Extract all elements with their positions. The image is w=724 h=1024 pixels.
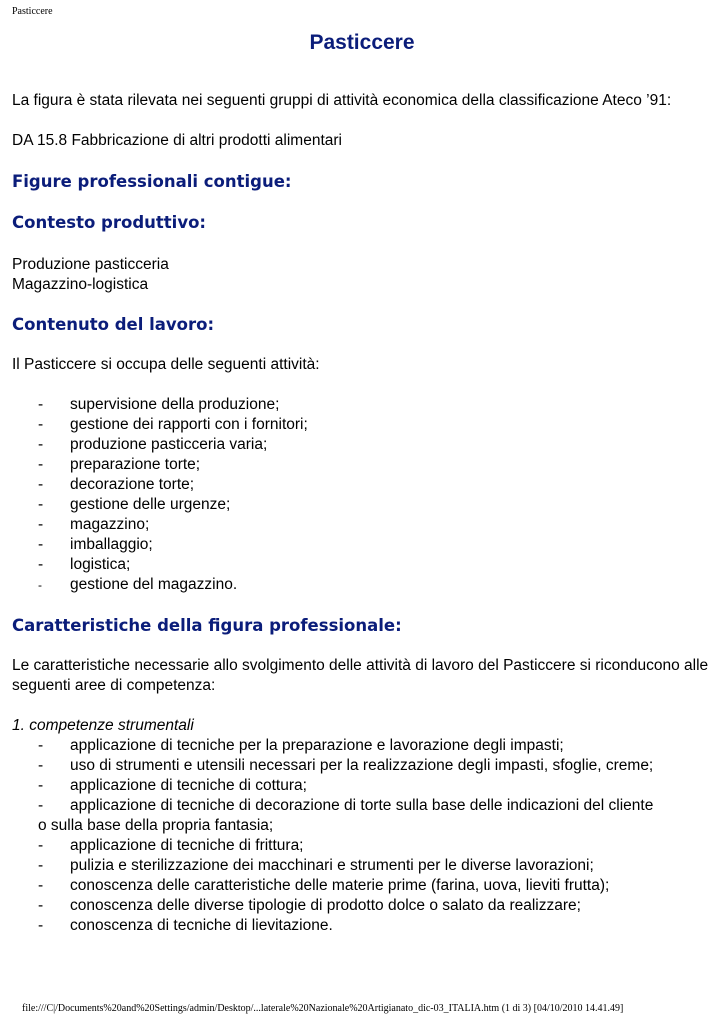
activity-item [12, 435, 712, 455]
contesto-item: Magazzino-logistica [12, 276, 149, 293]
competenza-item [12, 736, 712, 756]
competenza-item [12, 876, 712, 896]
caratteristiche-intro: Le caratteristiche necessarie allo svolgimento delle attività di lavoro del Pasticcere si riconducono alle seguenti aree di competenza: [12, 657, 709, 694]
activity-item [12, 475, 712, 495]
activity-text: decorazione torte; [70, 476, 195, 493]
activity-text: supervisione della produzione; [70, 396, 280, 413]
heading-caratteristiche: Caratteristiche della figura professionale: [12, 616, 402, 635]
heading-contenuto: Contenuto del lavoro: [12, 315, 215, 334]
competenza-item [12, 796, 712, 836]
running-header: Pasticcere [12, 6, 53, 17]
competenza-text: conoscenza delle diverse tipologie di prodotto dolce o salato da realizzare; [70, 897, 581, 914]
activity-text: preparazione torte; [70, 456, 201, 473]
dash-bullet: - [38, 877, 44, 894]
dash-bullet: - [38, 436, 44, 453]
competenza-item [12, 756, 712, 776]
document-body [12, 30, 712, 936]
activity-text: gestione delle urgenze; [70, 496, 231, 513]
intro-paragraph: La figura è stata rilevata nei seguenti gruppi di attività economica della classificazione Ateco ’91: [12, 92, 672, 109]
activity-text: gestione dei rapporti con i fornitori; [70, 416, 308, 433]
dash-bullet: - [38, 578, 42, 592]
activity-item [12, 415, 712, 435]
dash-bullet: - [38, 897, 44, 914]
dash-bullet: - [38, 797, 44, 814]
dash-bullet: - [38, 456, 44, 473]
ateco-code: DA 15.8 Fabbricazione di altri prodotti alimentari [12, 132, 342, 149]
dash-bullet: - [38, 536, 44, 553]
competenza-continuation: o sulla base della propria fantasia; [38, 817, 274, 834]
activity-text: imballaggio; [70, 536, 153, 553]
dash-bullet: - [38, 757, 44, 774]
activity-text: logistica; [70, 556, 131, 573]
activity-item [12, 555, 712, 575]
heading-contesto: Contesto produttivo: [12, 213, 207, 232]
dash-bullet: - [38, 496, 44, 513]
dash-bullet: - [38, 837, 44, 854]
activity-text: gestione del magazzino. [70, 576, 238, 593]
dash-bullet: - [38, 516, 44, 533]
dash-bullet: - [38, 416, 44, 433]
dash-bullet: - [38, 556, 44, 573]
competenza-text: applicazione di tecniche di cottura; [70, 777, 307, 794]
competenza-item [12, 836, 712, 856]
competenza-text: applicazione di tecniche di decorazione di torte sulla base delle indicazioni del cliente [70, 797, 654, 814]
page-footer-url: file:///C|/Documents%20and%20Settings/admin/Desktop/...laterale%20Nazionale%20Artigianato_dic-03_ITALIA.htm (1 di 3) [04/10/2010 14.41.49] [22, 1003, 624, 1014]
dash-bullet: - [38, 396, 44, 413]
contesto-item: Produzione pasticceria [12, 256, 169, 273]
competenza-text: uso di strumenti e utensili necessari per la realizzazione degli impasti, sfoglie, creme; [70, 757, 654, 774]
dash-bullet: - [38, 476, 44, 493]
activity-text: produzione pasticceria varia; [70, 436, 268, 453]
competenza-text: conoscenza delle caratteristiche delle materie prime (farina, uova, lieviti frutta); [70, 877, 610, 894]
dash-bullet: - [38, 917, 44, 934]
activities-list [12, 395, 712, 595]
competenze-list [12, 736, 712, 936]
competenza-item [12, 776, 712, 796]
activity-item [12, 455, 712, 475]
activity-item [12, 515, 712, 535]
activity-item [12, 495, 712, 515]
activity-text: magazzino; [70, 516, 150, 533]
contesto-list [12, 255, 712, 295]
dash-bullet: - [38, 777, 44, 794]
competenza-text: applicazione di tecniche per la preparazione e lavorazione degli impasti; [70, 737, 564, 754]
dash-bullet: - [38, 857, 44, 874]
competenza-text: conoscenza di tecniche di lievitazione. [70, 917, 333, 934]
competenza-item [12, 916, 712, 936]
heading-figure-contigue: Figure professionali contigue: [12, 172, 292, 191]
competenza-text: applicazione di tecniche di frittura; [70, 837, 304, 854]
dash-bullet: - [38, 737, 44, 754]
contenuto-intro: Il Pasticcere si occupa delle seguenti attività: [12, 356, 320, 373]
competenze-title: 1. competenze strumentali [12, 717, 194, 734]
competenza-text: pulizia e sterilizzazione dei macchinari e strumenti per le diverse lavorazioni; [70, 857, 594, 874]
page-title: Pasticcere [309, 31, 415, 54]
activity-item [12, 575, 712, 595]
competenza-item [12, 856, 712, 876]
competenza-item [12, 896, 712, 916]
activity-item [12, 395, 712, 415]
activity-item [12, 535, 712, 555]
